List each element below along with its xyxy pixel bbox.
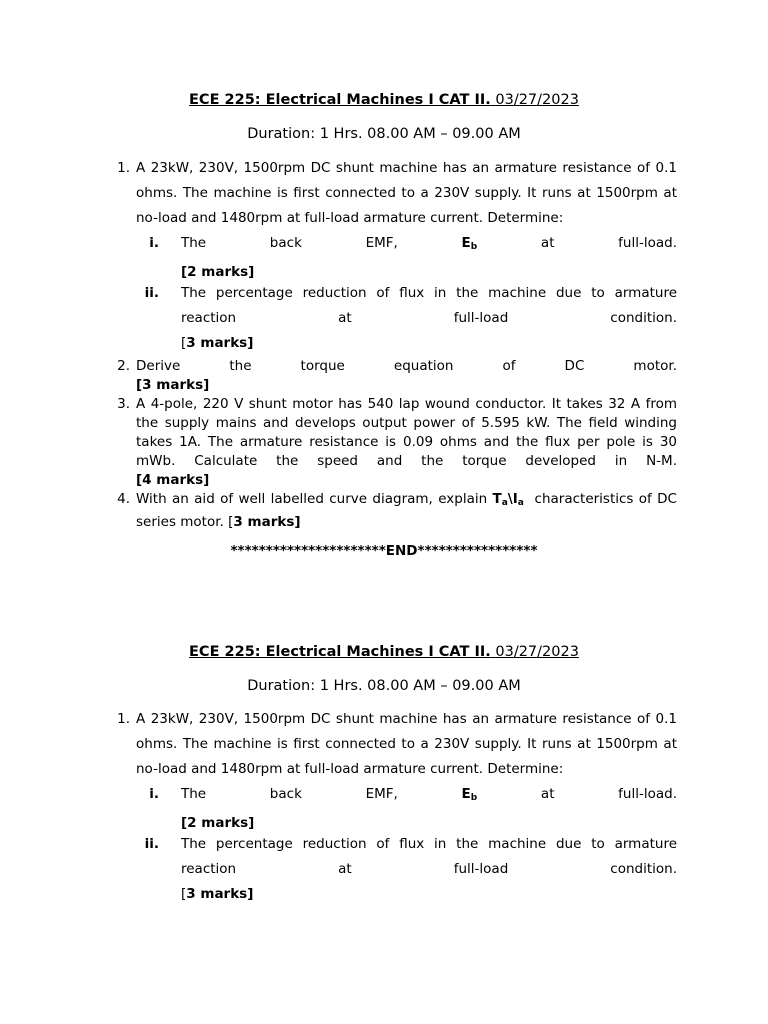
exam-title-course: ECE 225: Electrical Machines I CAT II. (189, 92, 491, 108)
exam-title-date: 03/27/2023 (495, 644, 579, 660)
exam-duration-copy: Duration: 1 Hrs. 08.00 AM – 09.00 AM (247, 678, 521, 694)
exam-title (0, 92, 768, 108)
part-text-start: The back EMF, (181, 786, 398, 802)
part-text (181, 782, 677, 811)
symbol-ta-ia: $T_a\backslash I_a$ (492, 491, 524, 508)
part-number: ii. (144, 836, 159, 852)
marks: [3 marks] (136, 377, 210, 393)
question-text: Derive the torque equation of DC motor. (136, 358, 677, 374)
question-3 (110, 395, 677, 490)
question-2 (110, 357, 677, 395)
part-number: i. (149, 786, 159, 802)
part-text-end: at full-load. (540, 235, 678, 251)
part-text-start: The back EMF, (181, 235, 398, 251)
question-1-part-ii-copy (135, 832, 677, 907)
question-number: 3. (117, 396, 130, 412)
exam-title-date: 03/27/2023 (495, 92, 579, 108)
part-number: i. (149, 235, 159, 251)
symbol-eb: $E_b$ (461, 786, 478, 803)
question-number: 1. (117, 160, 130, 176)
question-1-copy (110, 707, 677, 782)
marks-bracket: [ (228, 514, 234, 530)
part-text: The percentage reduction of flux in the machine due to armature reaction at full-load condition. (181, 285, 677, 326)
symbol-eb: $E_b$ (461, 235, 478, 252)
question-text-end: characteristics of DC series motor. (136, 491, 677, 530)
question-text: A 4-pole, 220 V shunt motor has 540 lap wound conductor. It takes 32 A from the supply mains and develops output power of 5.595 kW. The field winding takes 1A. The armature resistance is 0.09 ohms and the flux per pole is 30 mWb. Calculate the speed and the torque developed in N-M. (136, 396, 677, 469)
marks: 3 marks] (233, 514, 301, 530)
question-number: 4. (117, 491, 130, 507)
part-text: The percentage reduction of flux in the machine due to armature reaction at full-load condition. (181, 836, 677, 877)
question-number: 2. (117, 358, 130, 374)
exam-title-copy (0, 644, 768, 660)
question-1 (110, 156, 677, 231)
question-text: A 23kW, 230V, 1500rpm DC shunt machine has an armature resistance of 0.1 ohms. The machine is first connected to a 230V supply. It runs at 1500rpm at no-load and 1480rpm at full-load armature current. Determine: (136, 160, 677, 226)
marks-bracket: [ (181, 886, 187, 902)
marks-bracket: [ (181, 335, 187, 351)
marks: [4 marks] (136, 472, 210, 488)
question-1-part-ii (135, 281, 677, 356)
part-text (181, 231, 677, 260)
end-marker: **********************END***************** (230, 543, 538, 559)
part-text-end: at full-load. (540, 786, 678, 802)
marks: [2 marks] (181, 264, 255, 280)
question-text (136, 490, 677, 532)
marks: 3 marks] (186, 335, 254, 351)
question-4 (110, 490, 677, 532)
question-1-part-i-copy (135, 782, 677, 836)
question-text: A 23kW, 230V, 1500rpm DC shunt machine has an armature resistance of 0.1 ohms. The machine is first connected to a 230V supply. It runs at 1500rpm at no-load and 1480rpm at full-load armature current. Determine: (136, 711, 677, 777)
exam-title-course: ECE 225: Electrical Machines I CAT II. (189, 644, 491, 660)
question-text-start: With an aid of well labelled curve diagram, explain (136, 491, 488, 507)
marks: [2 marks] (181, 815, 255, 831)
marks: 3 marks] (186, 886, 254, 902)
exam-duration: Duration: 1 Hrs. 08.00 AM – 09.00 AM (247, 126, 521, 142)
part-number: ii. (144, 285, 159, 301)
question-1-part-i (135, 231, 677, 285)
question-number: 1. (117, 711, 130, 727)
